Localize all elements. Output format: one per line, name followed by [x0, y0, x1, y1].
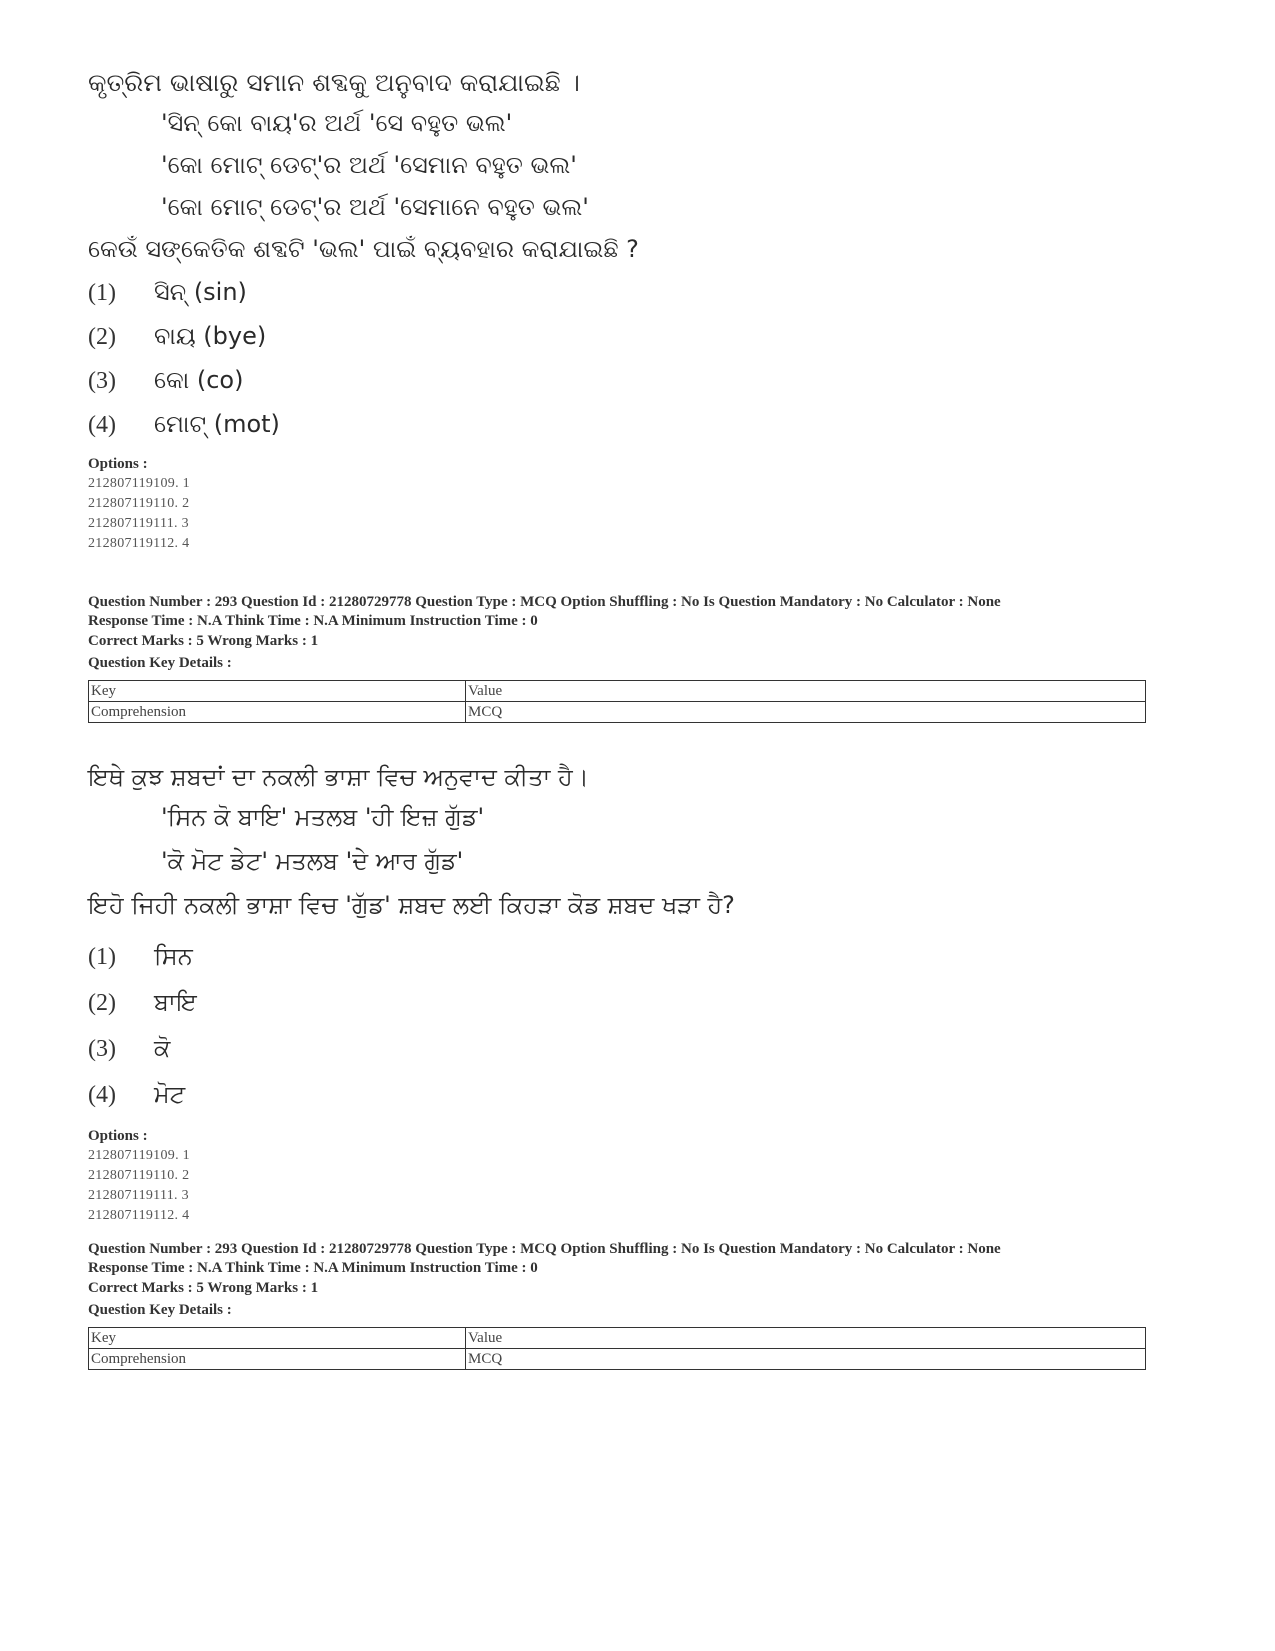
table-cell: Comprehension	[89, 702, 466, 723]
question-text: ਇਹੋ ਜਿਹੀ ਨਕਲੀ ਭਾਸ਼ਾ ਵਿਚ 'ਗੁੱਡ' ਸ਼ਬਦ ਲਈ ਕਿਹੜਾ ਕੋਡ ਸ਼ਬਦ ਖੜਾ ਹੈ?	[88, 891, 735, 919]
question-intro: କୃତ୍ରିମ ଭାଷାରୁ ସମାନ ଶବ୍ଦକୁ ଅନୁବାଦ କରାଯାଇଛି ।	[88, 68, 580, 97]
odia-question-block	[88, 66, 1188, 554]
option-id: 212807119112. 4	[88, 536, 190, 551]
meta-key-details-title: Question Key Details :	[88, 655, 232, 671]
table-header-cell: Value	[466, 681, 1146, 702]
option-item	[88, 1078, 1188, 1124]
table-header-row	[89, 1328, 1146, 1349]
option-item	[88, 364, 1188, 408]
option-text: ਸਿਨ	[154, 942, 193, 970]
table-header-cell: Key	[89, 681, 466, 702]
option-text: ସିନ୍ (sin)	[154, 278, 247, 306]
meta-question-info: Question Number : 293 Question Id : 2128072977​8 Question Type : MCQ Option Shuffling : No Is Question Mandatory : No Calculator : None	[88, 594, 1001, 610]
option-number: (3)	[88, 1036, 116, 1062]
options-title: Options :	[88, 1128, 148, 1144]
example-line: 'ସିନ୍ କୋ ବାୟ'ର ଅର୍ଥ 'ସେ ବହୁତ ଭଲ'	[161, 109, 513, 137]
meta-question-info: Question Number : 293 Question Id : 2128072977​8 Question Type : MCQ Option Shuffling : No Is Question Mandatory : No Calculator : None	[88, 1241, 1001, 1257]
option-number: (4)	[88, 412, 116, 438]
option-number: (4)	[88, 1082, 116, 1108]
option-id: 212807119109. 1	[88, 1148, 190, 1163]
option-text: ਬਾਇ	[154, 988, 197, 1016]
question-meta-block	[88, 1240, 1148, 1370]
option-text: ਮੋਟ	[154, 1080, 186, 1108]
table-row	[89, 1349, 1146, 1370]
example-line: 'ਸਿਨ ਕੋ ਬਾਇ' ਮਤਲਬ 'ਹੀ ਇਜ਼ ਗੁੱਡ'	[161, 803, 485, 831]
option-text: କୋ (co)	[154, 366, 244, 394]
option-id: 212807119111. 3	[88, 1188, 189, 1203]
example-line: 'ਕੋ ਮੋਟ ਡੇਟ' ਮਤਲਬ 'ਦੇ ਆਰ ਗੁੱਡ'	[161, 847, 464, 875]
question-meta-block	[88, 593, 1148, 723]
table-cell: Comprehension	[89, 1349, 466, 1370]
example-line: 'କୋ ମୋଟ୍ ଡେଟ୍'ର ଅର୍ଥ 'ସେମାନେ ବହୁତ ଭଲ'	[161, 193, 589, 221]
option-item	[88, 986, 1188, 1032]
option-number: (1)	[88, 280, 116, 306]
option-text: ମୋଟ୍ (mot)	[154, 410, 280, 438]
option-id: 212807119110. 2	[88, 496, 190, 511]
question-intro: ਇਥੇ ਕੁਝ ਸ਼ਬਦਾਂ ਦਾ ਨਕਲੀ ਭਾਸ਼ਾ ਵਿਚ ਅਨੁਵਾਦ ਕੀਤਾ ਹੈ।	[88, 763, 589, 791]
option-item	[88, 408, 1188, 452]
example-line: 'କୋ ମୋଟ୍ ଡେଟ୍'ର ଅର୍ଥ 'ସେମାନ ବହୁତ ଭଲ'	[161, 151, 577, 179]
meta-time-info: Response Time : N.A Think Time : N.A Minimum Instruction Time : 0	[88, 1260, 538, 1276]
option-item	[88, 320, 1188, 364]
meta-time-info: Response Time : N.A Think Time : N.A Minimum Instruction Time : 0	[88, 613, 538, 629]
options-title: Options :	[88, 456, 148, 472]
table-header-row	[89, 681, 1146, 702]
meta-key-details-title: Question Key Details :	[88, 1302, 232, 1318]
punjabi-question-block	[88, 760, 1188, 1226]
option-number: (2)	[88, 990, 116, 1016]
meta-marks: Correct Marks : 5 Wrong Marks : 1	[88, 633, 319, 649]
key-details-table	[88, 1327, 1146, 1370]
table-row	[89, 702, 1146, 723]
option-id: 212807119111. 3	[88, 516, 189, 531]
option-id: 212807119109. 1	[88, 476, 190, 491]
option-text: ਕੋ	[154, 1034, 171, 1062]
table-cell: MCQ	[466, 1349, 1146, 1370]
option-id: 212807119110. 2	[88, 1168, 190, 1183]
table-header-cell: Key	[89, 1328, 466, 1349]
table-header-cell: Value	[466, 1328, 1146, 1349]
table-cell: MCQ	[466, 702, 1146, 723]
question-text: କେଉଁ ସଙ୍କେତିକ ଶବ୍ଦଟି 'ଭଲ' ପାଇଁ ବ୍ୟବହାର କରାଯାଇଛି ?	[88, 235, 639, 263]
option-item	[88, 1032, 1188, 1078]
option-text: ବାୟ (bye)	[154, 322, 267, 350]
option-number: (3)	[88, 368, 116, 394]
key-details-table	[88, 680, 1146, 723]
meta-marks: Correct Marks : 5 Wrong Marks : 1	[88, 1280, 319, 1296]
option-id: 212807119112. 4	[88, 1208, 190, 1223]
option-number: (1)	[88, 944, 116, 970]
option-item	[88, 276, 1188, 320]
option-number: (2)	[88, 324, 116, 350]
option-item	[88, 940, 1188, 986]
